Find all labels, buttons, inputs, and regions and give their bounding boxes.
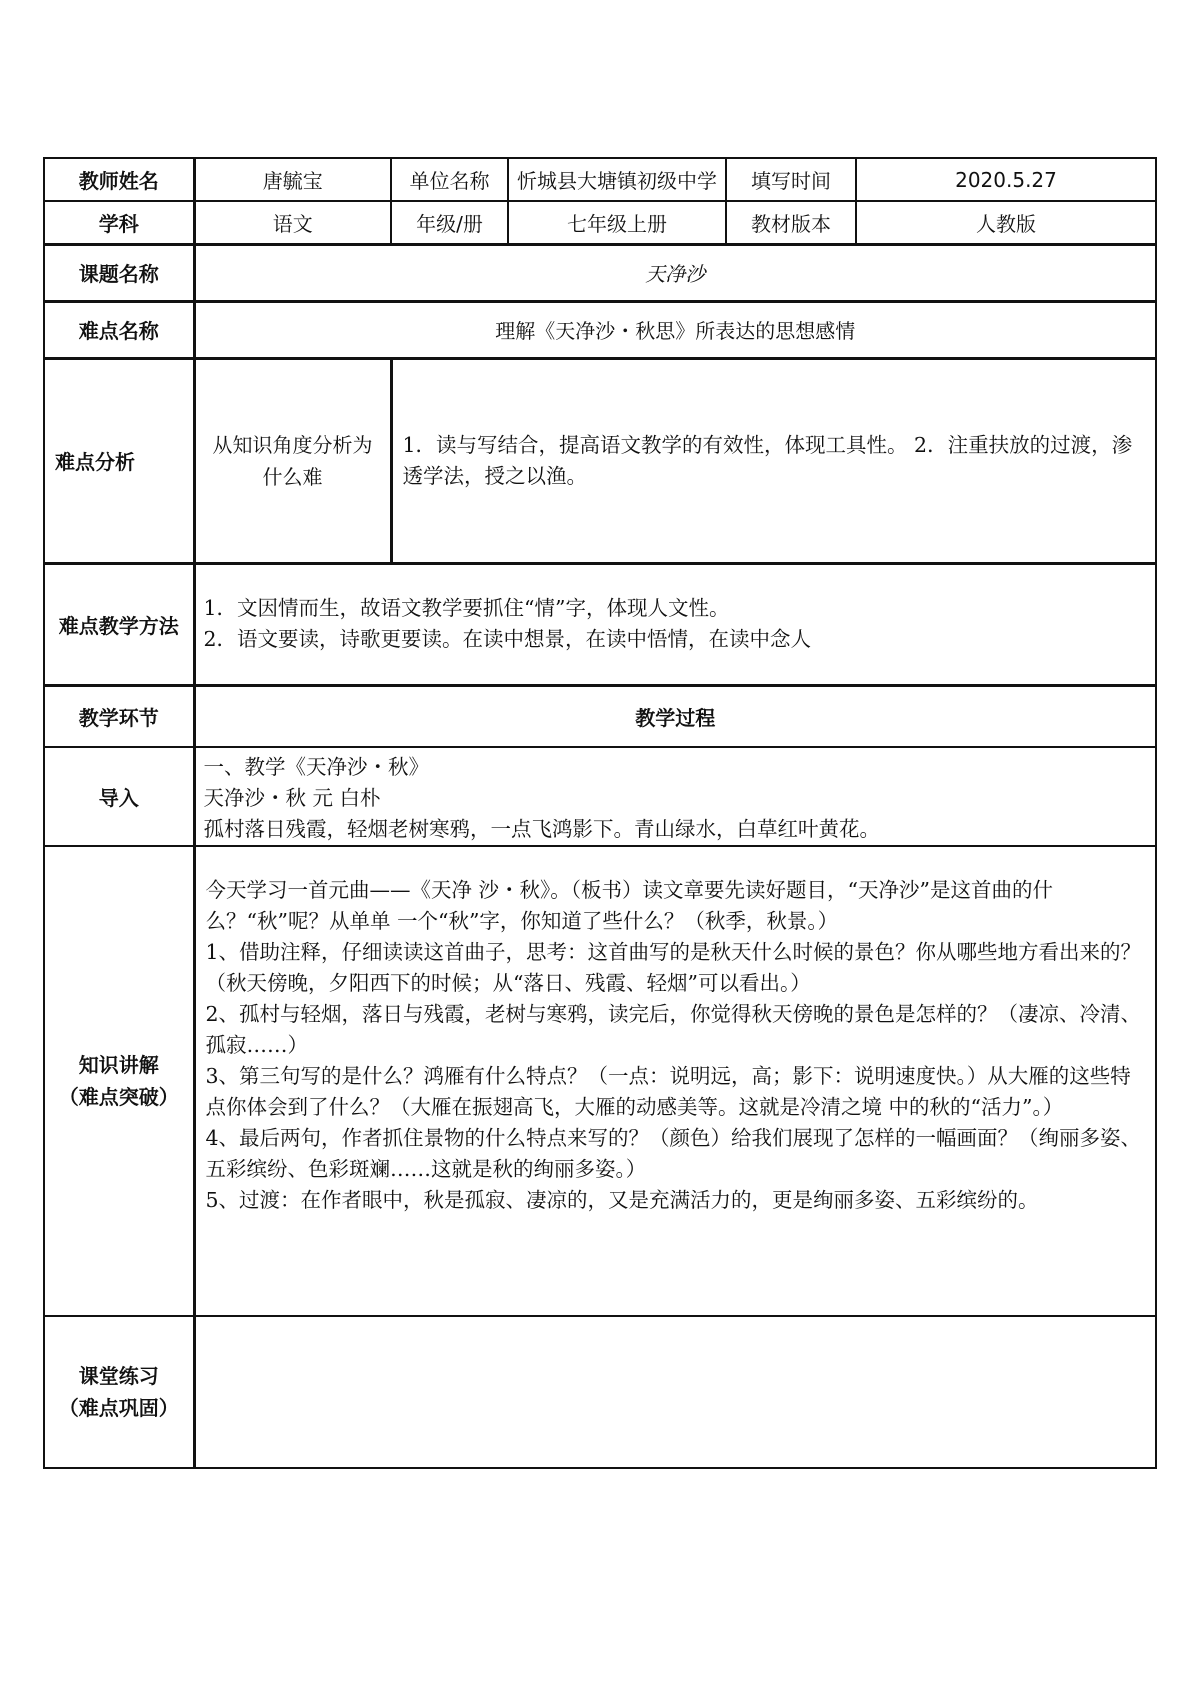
knowledge-row — [44, 846, 1156, 1316]
teacher-label: 教师姓名 — [44, 158, 194, 201]
analysis-label: 难点分析 — [44, 358, 194, 563]
knowledge-paragraph: 2、孤村与轻烟，落日与残霞，老树与寒鸦，读完后，你觉得秋天傍晚的景色是怎样的？（凄凉、冷清、孤寂……） — [205, 1002, 1142, 1057]
subject-value: 语文 — [194, 201, 391, 244]
intro-content — [194, 747, 1156, 846]
difficulty-value: 理解《天净沙・秋思》所表达的思想感情 — [194, 301, 1156, 358]
knowledge-content — [194, 846, 1156, 1316]
analysis-content: 1．读与写结合，提高语文教学的有效性，体现工具性。 2．注重扶放的过渡，渗透学法，授之以渔。 — [391, 358, 1156, 563]
topic-value: 天净沙 — [194, 244, 1156, 301]
difficulty-row — [44, 301, 1156, 358]
intro-line: 一、教学《天净沙・秋》 — [203, 755, 429, 779]
knowledge-label — [44, 846, 194, 1316]
lesson-plan-table — [43, 157, 1157, 1469]
process-value: 教学过程 — [194, 685, 1156, 747]
unit-value: 忻城县大塘镇初级中学 — [508, 158, 726, 201]
analysis-sub-label: 从知识角度分析为什么难 — [194, 358, 391, 563]
edition-label: 教材版本 — [726, 201, 856, 244]
knowledge-paragraph: 5、过渡：在作者眼中，秋是孤寂、凄凉的，又是充满活力的，更是绚丽多姿、五彩缤纷的。 — [205, 1188, 1039, 1212]
date-value: 2020.5.27 — [856, 158, 1156, 201]
practice-row — [44, 1316, 1156, 1468]
method-row — [44, 563, 1156, 685]
practice-label-line2: （难点巩固） — [58, 1396, 179, 1420]
practice-content — [194, 1316, 1156, 1468]
process-label: 教学环节 — [44, 685, 194, 747]
edition-value: 人教版 — [856, 201, 1156, 244]
subject-label: 学科 — [44, 201, 194, 244]
lesson-plan-sheet — [43, 157, 1155, 1469]
intro-line: 孤村落日残霞，轻烟老树寒鸦，一点飞鸿影下。青山绿水，白草红叶黄花。 — [203, 817, 880, 841]
intro-label: 导入 — [44, 747, 194, 846]
date-label: 填写时间 — [726, 158, 856, 201]
difficulty-label: 难点名称 — [44, 301, 194, 358]
method-line: 2．语文要读，诗歌更要读。在读中想景，在读中悟情，在读中念人 — [203, 627, 812, 651]
knowledge-paragraph: 4、最后两句，作者抓住景物的什么特点来写的？（颜色）给我们展现了怎样的一幅画面？（绚丽多姿、五彩缤纷、色彩斑斓……这就是秋的绚丽多姿。） — [205, 1126, 1142, 1181]
process-header-row — [44, 685, 1156, 747]
method-label: 难点教学方法 — [44, 563, 194, 685]
header-row-1 — [44, 158, 1156, 201]
grade-label: 年级/册 — [391, 201, 508, 244]
knowledge-label-line2: （难点突破） — [58, 1085, 179, 1109]
knowledge-label-line1: 知识讲解 — [78, 1053, 159, 1077]
topic-row — [44, 244, 1156, 301]
unit-label: 单位名称 — [391, 158, 508, 201]
intro-line: 天净沙・秋 元 白朴 — [203, 786, 381, 810]
method-content — [194, 563, 1156, 685]
knowledge-paragraph: 今天学习一首元曲——《天净 沙・秋》。（板书）读文章要先读好题目，“天净沙”是这首曲的什么？“秋”呢？从单单 一个“秋”字，你知道了些什么？（秋季，秋景。） — [205, 878, 1053, 933]
method-line: 1．文因情而生，故语文教学要抓住“情”字，体现人文性。 — [203, 596, 730, 620]
knowledge-paragraph: 1、借助注释，仔细读读这首曲子，思考：这首曲写的是秋天什么时候的景色？你从哪些地方看出来的？（秋天傍晚，夕阳西下的时候；从“落日、残霞、轻烟”可以看出。） — [205, 940, 1142, 995]
practice-label — [44, 1316, 194, 1468]
topic-label: 课题名称 — [44, 244, 194, 301]
intro-row — [44, 747, 1156, 846]
grade-value: 七年级上册 — [508, 201, 726, 244]
practice-label-line1: 课堂练习 — [78, 1364, 159, 1388]
analysis-row — [44, 358, 1156, 563]
teacher-value: 唐毓宝 — [194, 158, 391, 201]
header-row-2 — [44, 201, 1156, 244]
knowledge-paragraph: 3、第三句写的是什么？鸿雁有什么特点？（一点：说明远，高；影下：说明速度快。）从大雁的这些特点你体会到了什么？（大雁在振翅高飞，大雁的动感美等。这就是冷清之境 中的秋的“活力”。） — [205, 1064, 1131, 1119]
